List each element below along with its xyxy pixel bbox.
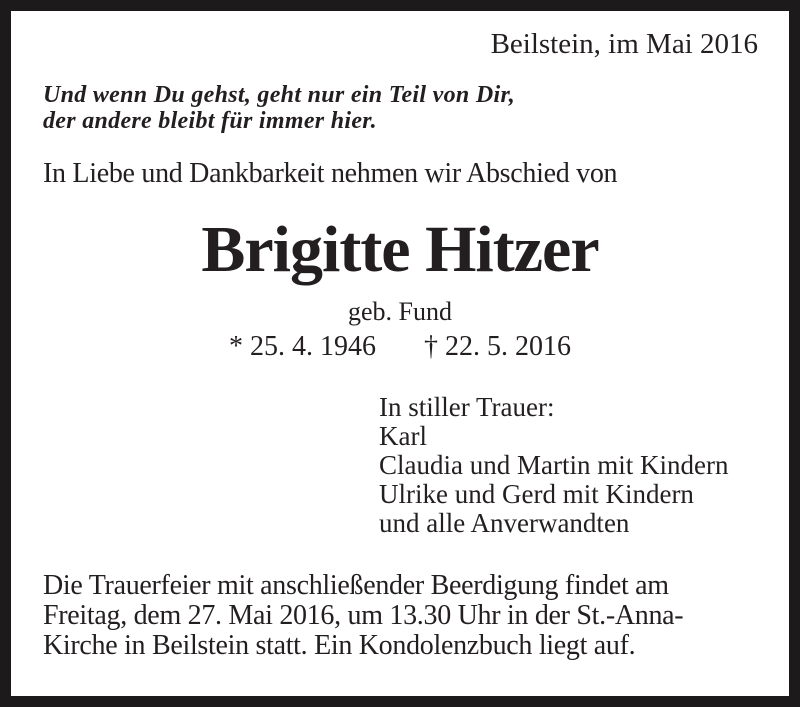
notice-content (11, 11, 789, 696)
deceased-name: Brigitte Hitzer (201, 213, 599, 286)
birth-date: * 25. 4. 1946 (229, 331, 376, 362)
funeral-line-2: Freitag, dem 27. Mai 2016, um 13.30 Uhr in der St.-Anna- (43, 600, 684, 631)
mourner-line: und alle Anverwandten (379, 508, 630, 538)
dateline: Beilstein, im Mai 2016 (490, 28, 758, 60)
mourner-line: Claudia und Martin mit Kindern (379, 450, 729, 480)
death-date: † 22. 5. 2016 (424, 331, 571, 362)
funeral-line-3: Kirche in Beilstein statt. Ein Kondolenzbuch liegt auf. (43, 630, 636, 661)
mourner-line: Ulrike und Gerd mit Kindern (379, 479, 694, 509)
life-dates (11, 333, 789, 361)
memorial-quote (43, 82, 515, 134)
funeral-info (43, 571, 683, 661)
funeral-line-1: Die Trauerfeier mit anschließender Beerdigung findet am (43, 570, 669, 601)
mourner-line: Karl (379, 421, 427, 451)
mourners-block (379, 393, 728, 538)
quote-line-2: der andere bleibt für immer hier. (43, 108, 377, 134)
intro-line: In Liebe und Dankbarkeit nehmen wir Abschied von (43, 158, 618, 189)
maiden-name: geb. Fund (348, 297, 452, 326)
quote-line-1: Und wenn Du gehst, geht nur ein Teil von Dir, (43, 82, 516, 108)
mourners-heading: In stiller Trauer: (379, 392, 555, 422)
